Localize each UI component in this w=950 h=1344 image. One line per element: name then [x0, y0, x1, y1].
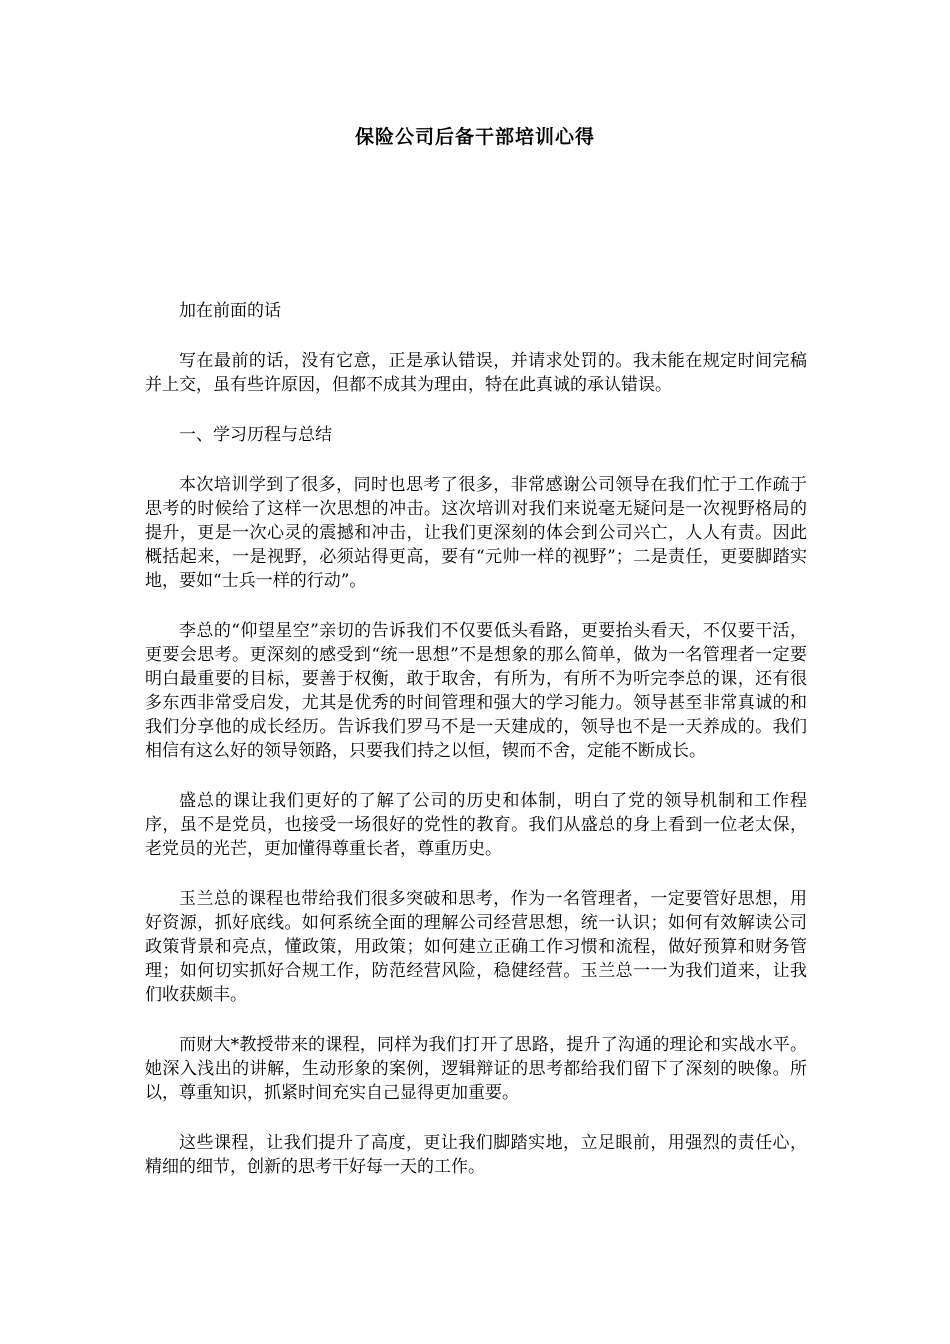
- paragraph-apology: 写在最前的话，没有它意，正是承认错误，并请求处罚的。我未能在规定时间完稿并上交，虽有些许原因，但都不成其为理由，特在此真诚的承认错误。: [145, 351, 807, 395]
- paragraph-sheng-course: 盛总的课让我们更好的了解了公司的历史和体制，明白了党的领导机制和工作程序，虽不是党员，也接受一场很好的党性的教育。我们从盛总的身上看到一位老太保，老党员的光芒，更加懂得尊重长者，尊重历史。: [145, 791, 807, 859]
- document-body: [145, 299, 807, 1205]
- document-title: 保险公司后备干部培训心得: [354, 126, 595, 148]
- section-heading-preface: 加在前面的话: [179, 301, 281, 321]
- paragraph-professor-course: 而财大*教授带来的课程，同样为我们打开了思路，提升了沟通的理论和实战水平。她深入浅出的讲解，生动形象的案例，逻辑辩证的思考都给我们留下了深刻的映像。所以，尊重知识，抓紧时间充实自己显得更加重要。: [145, 1035, 807, 1103]
- paragraph-li-course: 李总的“仰望星空”亲切的告诉我们不仅要低头看路，更要抬头看天，不仅要干活，更要会思考。更深刻的感受到“统一思想”不是想象的那么简单，做为一名管理者一定要明白最重要的目标，要善于权衡，敢于取舍，有所为，有所不为听完李总的课，还有很多东西非常受启发，尤其是优秀的时间管理和强大的学习能力。领导甚至非常真诚的和我们分享他的成长经历。告诉我们罗马不是一天建成的，领导也不是一天养成的。我们相信有这么好的领导领路，只要我们持之以恒，锲而不舍，定能不断成长。: [145, 621, 807, 761]
- section-heading-learning-summary: 一、学习历程与总结: [179, 425, 332, 445]
- paragraph-training-overview: 本次培训学到了很多，同时也思考了很多，非常感谢公司领导在我们忙于工作疏于思考的时候给了这样一次思想的冲击。这次培训对我们来说毫无疑问是一次视野格局的提升，更是一次心灵的震撼和冲击，让我们更深刻的体会到公司兴亡，人人有责。因此概括起来，一是视野，必须站得更高，要有“元帅一样的视野”；二是责任，更要脚踏实地，要如“士兵一样的行动”。: [145, 475, 807, 591]
- paragraph-yulan-course: 玉兰总的课程也带给我们很多突破和思考，作为一名管理者，一定要管好思想，用好资源，抓好底线。如何系统全面的理解公司经营思想，统一认识；如何有效解读公司政策背景和亮点，懂政策，用政策；如何建立正确工作习惯和流程，做好预算和财务管理；如何切实抓好合规工作，防范经营风险，稳健经营。玉兰总一一为我们道来，让我们收获颇丰。: [145, 889, 807, 1005]
- paragraph-conclusion: 这些课程，让我们提升了高度，更让我们脚踏实地，立足眼前，用强烈的责任心，精细的细节，创新的思考干好每一天的工作。: [145, 1133, 807, 1177]
